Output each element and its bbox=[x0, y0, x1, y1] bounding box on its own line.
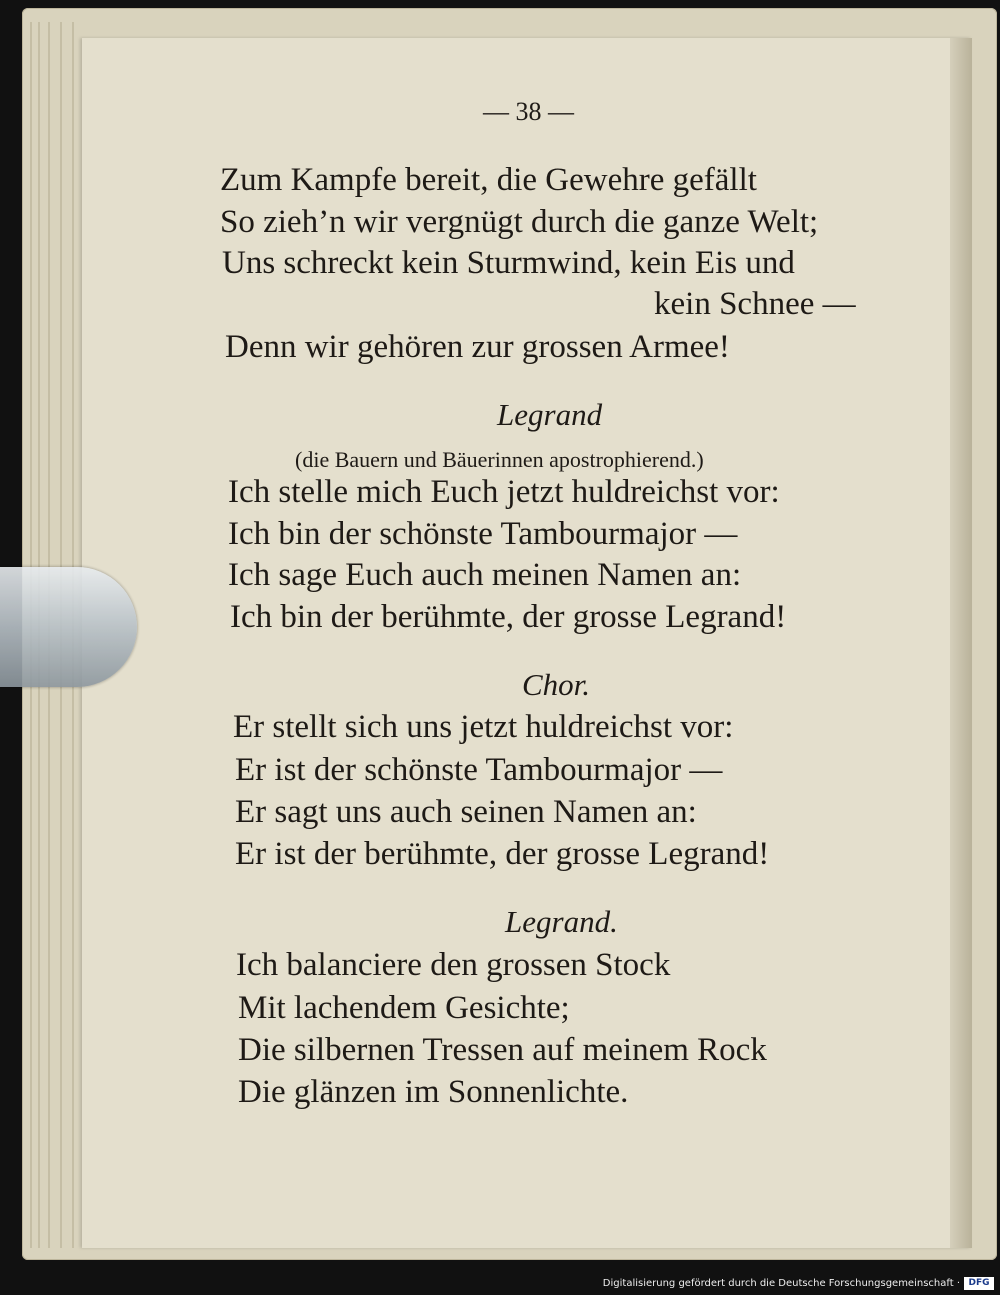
speaker-name: Legrand bbox=[497, 397, 603, 432]
page-number: — 38 — bbox=[483, 97, 574, 126]
verse-line: Er ist der berühmte, der grosse Legrand! bbox=[235, 836, 770, 872]
verse-line: Ich bin der berühmte, der grosse Legrand! bbox=[230, 599, 787, 635]
footer-credit: Digitalisierung gefördert durch die Deutsche Forschungsgemeinschaft · bbox=[602, 1278, 960, 1289]
page-clip bbox=[0, 567, 137, 687]
verse-line: So zieh’n wir vergnügt durch die ganze Welt; bbox=[220, 204, 819, 240]
verse-line: Er stellt sich uns jetzt huldreichst vor: bbox=[233, 709, 734, 745]
book-spine bbox=[950, 38, 972, 1248]
dfg-logo: DFG bbox=[964, 1277, 994, 1290]
speaker-name: Chor. bbox=[522, 667, 591, 702]
verse-line: kein Schnee — bbox=[654, 286, 856, 322]
stage-direction: (die Bauern und Bäuerinnen apostrophierend.) bbox=[295, 447, 704, 472]
verse-line: Ich balanciere den grossen Stock bbox=[236, 947, 671, 983]
verse-line: Zum Kampfe bereit, die Gewehre gefällt bbox=[220, 162, 757, 198]
verse-line: Denn wir gehören zur grossen Armee! bbox=[225, 329, 730, 365]
verse-line: Die glänzen im Sonnenlichte. bbox=[238, 1074, 629, 1110]
verse-line: Uns schreckt kein Sturmwind, kein Eis und bbox=[222, 245, 795, 281]
verse-line: Er sagt uns auch seinen Namen an: bbox=[235, 794, 697, 830]
verse-line: Ich sage Euch auch meinen Namen an: bbox=[228, 557, 742, 593]
verse-line: Die silbernen Tressen auf meinem Rock bbox=[238, 1032, 767, 1068]
speaker-name: Legrand. bbox=[505, 904, 618, 939]
verse-line: Ich stelle mich Euch jetzt huldreichst vor: bbox=[228, 474, 780, 510]
verse-line: Ich bin der schönste Tambourmajor — bbox=[228, 516, 738, 552]
verse-line: Er ist der schönste Tambourmajor — bbox=[235, 752, 723, 788]
verse-line: Mit lachendem Gesichte; bbox=[238, 990, 570, 1026]
